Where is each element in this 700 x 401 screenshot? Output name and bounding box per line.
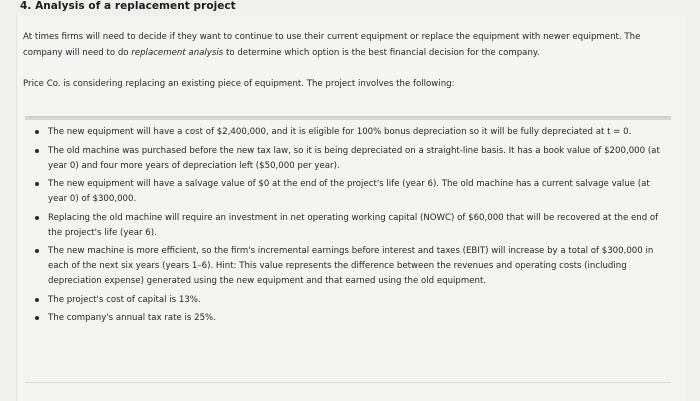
intro-text-part1: At times firms will need to decide if they want to continue to use their current equipment or replace the equipment with newer equipment. The company will need to do [23,32,641,58]
bullet-icon [35,149,39,153]
bottom-divider [25,382,671,383]
section-title: 4. Analysis of a replacement project [20,0,236,12]
price-co-description: Price Co. is considering replacing an existing piece of equipment. The project involves the following: [23,79,455,89]
list-item-text: Replacing the old machine will require an investment in net operating working capital (NOWC) of $60,000 that will be recovered at the end of the project's life (year 6). [48,212,659,238]
list-item [35,293,667,308]
list-item-text: The old machine was purchased before the new tax law, so it is being depreciated on a straight-line basis. It has a book value of $200,000 (at year 0) and four more years of depreciation left ($50,000 per year). [48,145,660,171]
bullet-icon [35,182,39,186]
assumption-list [35,125,667,330]
list-item-text: The company's annual tax rate is 25%. [48,313,216,323]
intro-italic-term: replacement analysis [131,48,224,58]
section-divider [25,116,671,120]
list-item [35,144,667,174]
bullet-icon [35,216,39,220]
list-item [35,244,667,289]
list-item [35,177,667,207]
list-item-text: The project's cost of capital is 13%. [48,294,201,305]
problem-content [16,16,685,401]
bullet-icon [35,130,39,134]
intro-paragraph [23,29,673,61]
bullet-icon [35,298,39,302]
list-item-text: The new equipment will have a cost of $2,400,000, and it is eligible for 100% bonus depreciation so it will be fully depreciated at t = 0. [48,127,632,137]
intro-text-part2: to determine which option is the best financial decision for the company. [223,48,540,58]
list-item-text: The new machine is more efficient, so the firm's incremental earnings before interest and taxes (EBIT) will increase by a total of $300,000 in each of the next six years (years 1–6). Hint: This value represents the difference between the revenues and operating costs (including depreciation expense) generated using the new equipment and that earned using the old equipment. [48,246,654,286]
list-item-text: The new equipment will have a salvage value of $0 at the end of the project's life (year 6). The old machine has a current salvage value (at year 0) of $300,000. [48,179,650,204]
bullet-icon [35,249,39,253]
list-item [35,211,667,241]
bullet-icon [35,316,39,320]
list-item [35,311,667,326]
list-item [35,125,667,140]
